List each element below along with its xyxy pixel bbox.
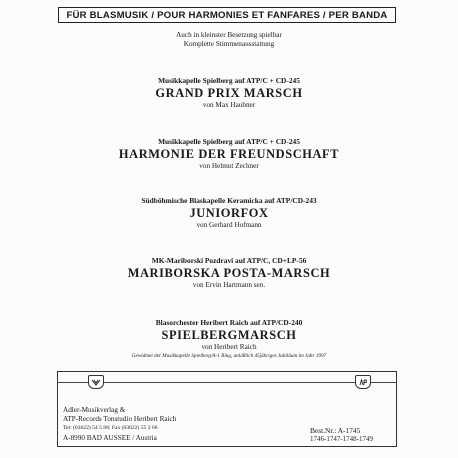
publisher-address: A-8990 BAD AUSSEE / Austria [63, 434, 157, 442]
entry-mariborska-posta-marsch [0, 256, 458, 290]
entry-title: JUNIORFOX [189, 206, 269, 220]
entry-title: HARMONIE DER FREUNDSCHAFT [118, 147, 340, 161]
entry-band: Südböhmische Blaskapelle Keramicka auf ATP/CD-243 [141, 196, 317, 205]
entry-composer: von Ervin Hartmann sen. [192, 281, 266, 289]
entry-juniorfox [0, 196, 458, 230]
entry-band: Musikkapelle Spielberg auf ATP/C + CD-245 [158, 76, 300, 85]
order-number: Best.Nr.: A-1745 [310, 426, 361, 435]
header-banner [58, 7, 396, 23]
intro-line-parts: Komplette Stimmenausstattung [183, 40, 275, 48]
dedication-note: Gewidmet der Musikkapelle Spielberg/A-1 Ring, anläßlich 45jähriges Jubiläum im Jahr 1997 [131, 353, 327, 359]
entry-composer: von Heribert Raich [201, 343, 257, 351]
entry-grand-prix-marsch [0, 76, 458, 110]
header-banner-text: FÜR BLASMUSIK / POUR HARMONIES ET FANFARES / PER BANDA [66, 9, 388, 21]
entry-title: MARIBORSKA POSTA-MARSCH [127, 266, 331, 280]
entry-band: Blasorchester Heribert Raich auf ATP/CD-240 [155, 318, 303, 327]
order-number-range: 1746-1747-1748-1749 [310, 435, 373, 443]
publisher-studio: ATP-Records Tonstudio Heribert Raich [63, 415, 177, 423]
entry-composer: von Helmut Zechner [199, 162, 259, 170]
entry-band: MK-Mariborski Pozdravi auf ATP/C, CD+LP-56 [151, 256, 307, 265]
publisher-phone-fax: Tel: (03622) 54 5 88; Fax (03622) 55 2 66 [63, 425, 158, 431]
publisher-box-divider [57, 382, 397, 383]
intro-line-playable: Auch in kleinster Besetzung spielbar [176, 31, 282, 39]
entry-composer: von Gerhard Hofmann [196, 221, 262, 229]
entry-spielbergmarsch [0, 318, 458, 352]
entry-band: Musikkapelle Spielberg auf ATP/C + CD-245 [158, 137, 300, 146]
publisher-name: Adler-Musikverlag & [63, 406, 126, 414]
adler-logo-icon [88, 375, 104, 389]
entry-title: SPIELBERGMARSCH [161, 328, 297, 342]
entry-harmonie-der-freundschaft [0, 137, 458, 171]
entry-title: GRAND PRIX MARSCH [155, 86, 303, 100]
atp-logo-icon [355, 375, 371, 389]
entry-composer: von Max Haubner [202, 101, 256, 109]
